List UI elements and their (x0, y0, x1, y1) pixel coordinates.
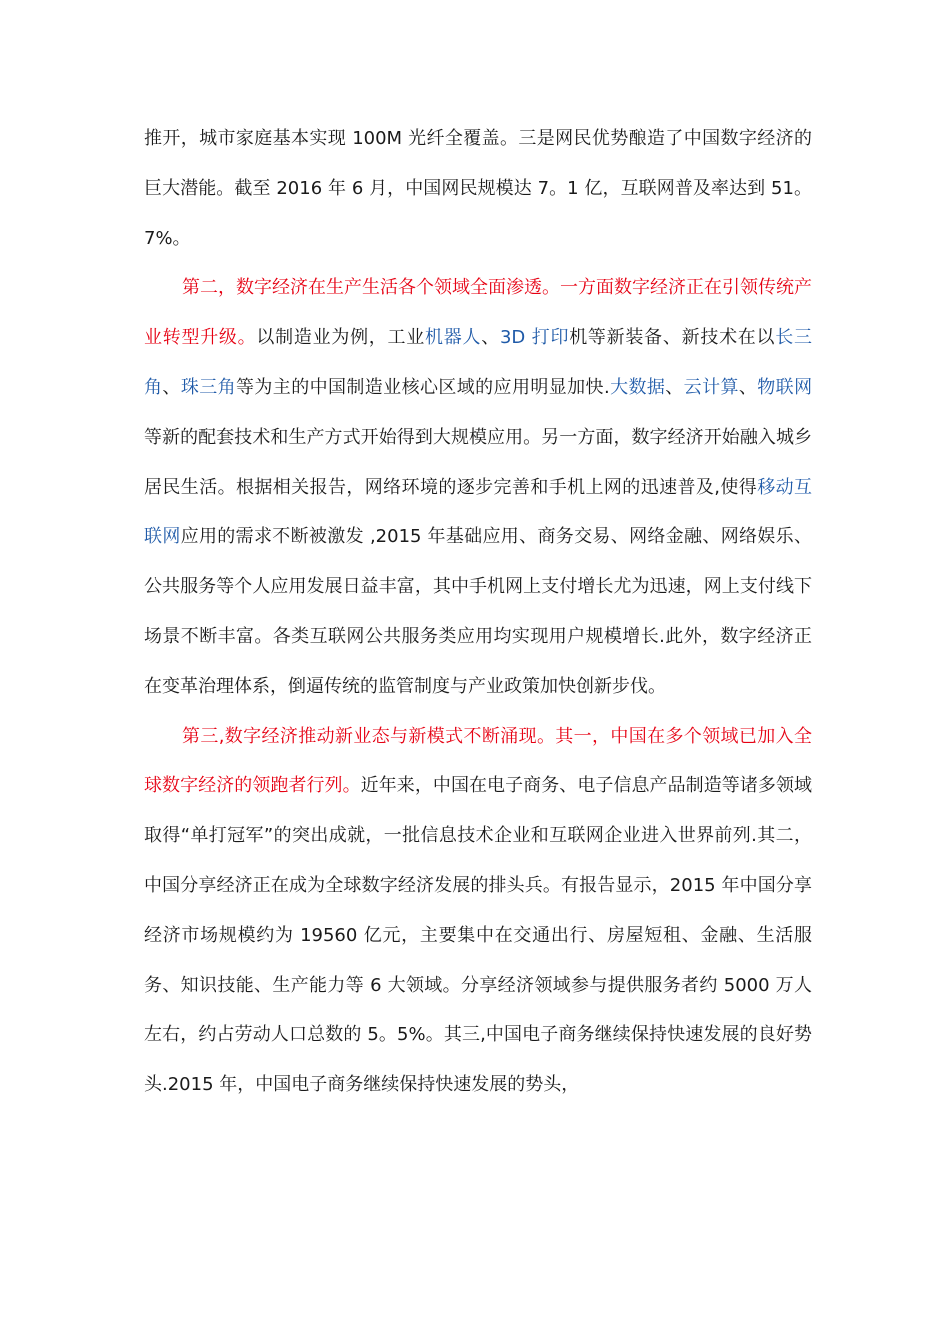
link-pearl-delta[interactable]: 珠三角 (180, 376, 237, 398)
text-segment: 机等新装备、新技术在以 (569, 327, 776, 349)
link-iot[interactable]: 物联网 (757, 376, 813, 398)
section-heading-second: 第二，数字经济在生产生活各个领域全面渗透。一方面数字经济正在引领传统产业转型升级。 (144, 277, 812, 349)
link-cloud-computing[interactable]: 云计算 (683, 376, 739, 398)
text-segment: 等为主的中国制造业核心区域的应用明显加快. (236, 376, 610, 398)
link-robot[interactable]: 机器人 (425, 327, 482, 349)
link-big-data[interactable]: 大数据 (609, 376, 666, 398)
text-segment: 应用的需求不断被激发 ,2015 年基础应用、商务交易、网络金融、网络娱乐、公共服务等个人应用发展日益丰富，其中手机网上支付增长尤为迅速，网上支付线下场景不断丰富。各类互联网公共服务类应用均实现用户规模增长.此外，数字经济正在变革治理体系，倒逼传统的监管制度与产业政策加快创新步伐。 (144, 526, 812, 697)
text-segment: 近年来，中国在电子商务、电子信息产品制造等诸多领域取得“单打冠军”的突出成就，一批信息技术企业和互联网企业进入世界前列.其二，中国分享经济正在成为全球数字经济发展的排头兵。有报告显示，2015 年中国分享经济市场规模约为 19560 亿元，主要集中在交通出行、房屋短租、金融、生活服务、知识技能、生产能力等 6 大领域。分享经济领域参与提供服务者约 5000 万人左右，约占劳动人口总数的 5。5%。其三,中国电子商务继续保持快速发展的良好势头.2015 年，中国电子商务继续保持快速发展的势头， (144, 775, 813, 1096)
article-body (144, 114, 812, 1110)
text-segment: 、 (665, 376, 684, 398)
text-segment: 、 (481, 327, 500, 349)
paragraph-3 (144, 712, 812, 1110)
paragraph-2 (144, 263, 812, 711)
section-heading-third: 第三,数字经济推动新业态与新模式不断涌现。其一，中国在多个领域已加入全球数字经济的领跑者行列。 (144, 725, 812, 797)
link-3d-printing[interactable]: 3D 打印 (499, 327, 570, 349)
text-segment: 等新的配套技术和生产方式开始得到大规模应用。另一方面，数字经济开始融入城乡居民生活。根据相关报告，网络环境的逐步完善和手机上网的迅速普及,使得 (144, 426, 812, 498)
link-mobile-internet[interactable]: 移动互联网 (144, 476, 813, 548)
text-segment: 、 (162, 376, 181, 398)
text-segment: 、 (738, 376, 758, 398)
link-yangtze-delta[interactable]: 长三角 (144, 327, 813, 398)
paragraph-1 (144, 114, 812, 263)
text-segment: 以制造业为例，工业 (256, 327, 426, 349)
text-segment: 推开，城市家庭基本实现 100M 光纤全覆盖。三是网民优势酿造了中国数字经济的巨大潜能。截至 2016 年 6 月，中国网民规模达 7。1 亿，互联网普及率达到 51。7%。 (144, 128, 812, 249)
